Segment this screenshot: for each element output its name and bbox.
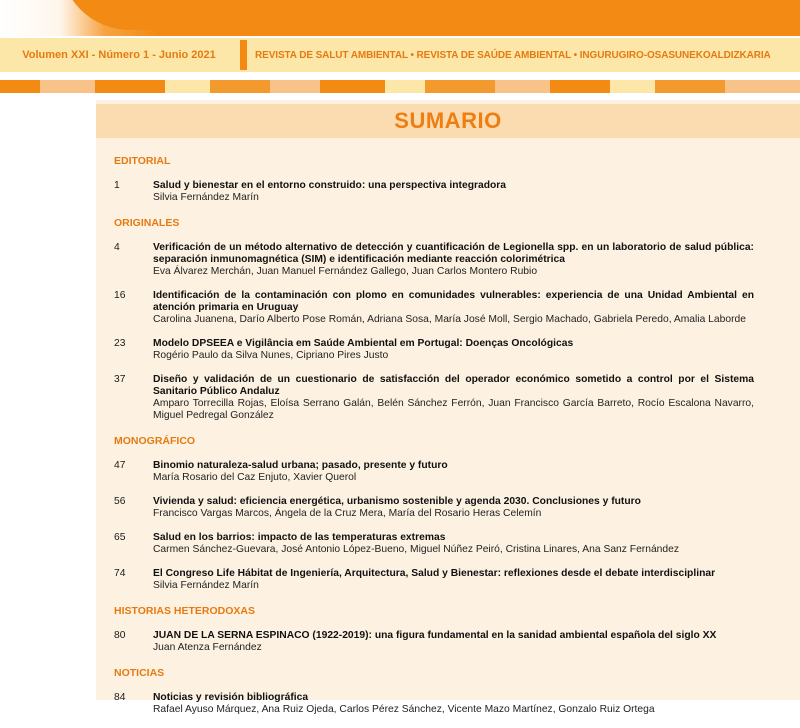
page-number: 37: [114, 374, 126, 385]
page-number: 4: [114, 242, 120, 253]
page-number: 56: [114, 496, 126, 507]
article-title[interactable]: Modelo DPSEEA e Vigilância em Saúde Ambiental em Portugal: Doenças Oncológicas: [153, 338, 574, 349]
article-title[interactable]: Verificación de un método alternativo de detección y cuantificación de Legionella spp. en un laboratorio de salud pública: separación inmunomagnética (SIM) e identificación mediante reacción colorimétrica: [153, 242, 754, 265]
toc-entry[interactable]: [114, 460, 754, 484]
toc-entry[interactable]: [114, 180, 754, 204]
section-label: NOTICIAS: [114, 667, 165, 679]
table-of-contents: [114, 150, 754, 728]
info-separator: [240, 40, 247, 70]
title-band: [96, 104, 800, 138]
article-authors: Francisco Vargas Marcos, Ángela de la Cruz Mera, María del Rosario Heras Celemín: [153, 508, 542, 519]
article-authors: Juan Atenza Fernández: [153, 642, 262, 653]
section-label: ORIGINALES: [114, 217, 180, 229]
masthead-banner: [0, 0, 800, 36]
toc-entry[interactable]: [114, 532, 754, 556]
toc-entry[interactable]: [114, 242, 754, 278]
article-authors: Carmen Sánchez-Guevara, José Antonio López-Bueno, Miguel Núñez Peiró, Cristina Linares, Ana Sanz Fernández: [153, 544, 680, 555]
decorative-stripe: [0, 80, 800, 93]
article-title[interactable]: El Congreso Life Hábitat de Ingeniería, Arquitectura, Salud y Bienestar: reflexiones desde el debate interdisciplinar: [153, 568, 716, 579]
section-label: MONOGRÁFICO: [114, 435, 196, 447]
article-title[interactable]: Binomio naturaleza-salud urbana; pasado, presente y futuro: [153, 460, 448, 471]
section-label: EDITORIAL: [114, 155, 171, 167]
toc-entry[interactable]: [114, 568, 754, 592]
page-number: 65: [114, 532, 126, 543]
article-authors: Silvia Fernández Marín: [153, 192, 259, 203]
toc-entry[interactable]: [114, 630, 754, 654]
masthead-curve: [60, 0, 800, 30]
toc-entry[interactable]: [114, 496, 754, 520]
toc-entry[interactable]: [114, 692, 754, 716]
issue-label: Volumen XXI - Número 1 - Junio 2021: [22, 49, 216, 61]
toc-entry[interactable]: [114, 290, 754, 326]
article-title[interactable]: Vivienda y salud: eficiencia energética, urbanismo sostenible y agenda 2030. Conclusiones y futuro: [153, 496, 641, 507]
section-label: HISTORIAS HETERODOXAS: [114, 605, 255, 617]
article-title[interactable]: Noticias y revisión bibliográfica: [153, 692, 309, 703]
issue-info-bar: [0, 38, 800, 72]
article-authors: Rafael Ayuso Márquez, Ana Ruiz Ojeda, Carlos Pérez Sánchez, Vicente Mazo Martínez, Gonzalo Ruiz Ortega: [153, 704, 655, 715]
page-number: 23: [114, 338, 126, 349]
article-title[interactable]: Salud en los barrios: impacto de las temperaturas extremas: [153, 532, 446, 543]
article-authors: Eva Álvarez Merchán, Juan Manuel Fernández Gallego, Juan Carlos Montero Rubio: [153, 266, 538, 277]
article-title[interactable]: Identificación de la contaminación con plomo en comunidades vulnerables: experiencia de una Unidad Ambiental en atención primaria en Uruguay: [153, 290, 754, 313]
page-title: SUMARIO: [394, 108, 502, 133]
toc-entry[interactable]: [114, 374, 754, 422]
page-number: 74: [114, 568, 126, 579]
toc-entry[interactable]: [114, 338, 754, 362]
article-authors: Rogério Paulo da Silva Nunes, Cipriano Pires Justo: [153, 350, 389, 361]
article-title[interactable]: Salud y bienestar en el entorno construido: una perspectiva integradora: [153, 180, 507, 191]
page-number: 16: [114, 290, 126, 301]
journal-names: REVISTA DE SALUT AMBIENTAL • REVISTA DE SAÚDE AMBIENTAL • INGURUGIRO-OSASUNEKOALDIZKARIA: [255, 49, 771, 61]
page-number: 47: [114, 460, 126, 471]
article-title[interactable]: Diseño y validación de un cuestionario de satisfacción del operador económico sometido a control por el Sistema Sanitario Público Andaluz: [153, 374, 754, 397]
article-authors: María Rosario del Caz Enjuto, Xavier Querol: [153, 472, 357, 483]
page-number: 84: [114, 692, 126, 703]
article-authors: Silvia Fernández Marín: [153, 580, 259, 591]
article-authors: Carolina Juanena, Darío Alberto Pose Román, Adriana Sosa, María José Moll, Sergio Machado, Gabriela Peredo, Amalia Laborde: [153, 314, 746, 325]
article-authors: Amparo Torrecilla Rojas, Eloísa Serrano Galán, Belén Sánchez Ferrón, Juan Francisco García Barreto, Rocío Escalona Navarro, Miguel Pedregal González: [153, 398, 754, 421]
page-number: 1: [114, 180, 120, 191]
page-number: 80: [114, 630, 126, 641]
article-title[interactable]: JUAN DE LA SERNA ESPINACO (1922-2019): una figura fundamental en la sanidad ambiental española del siglo XX: [153, 630, 717, 641]
